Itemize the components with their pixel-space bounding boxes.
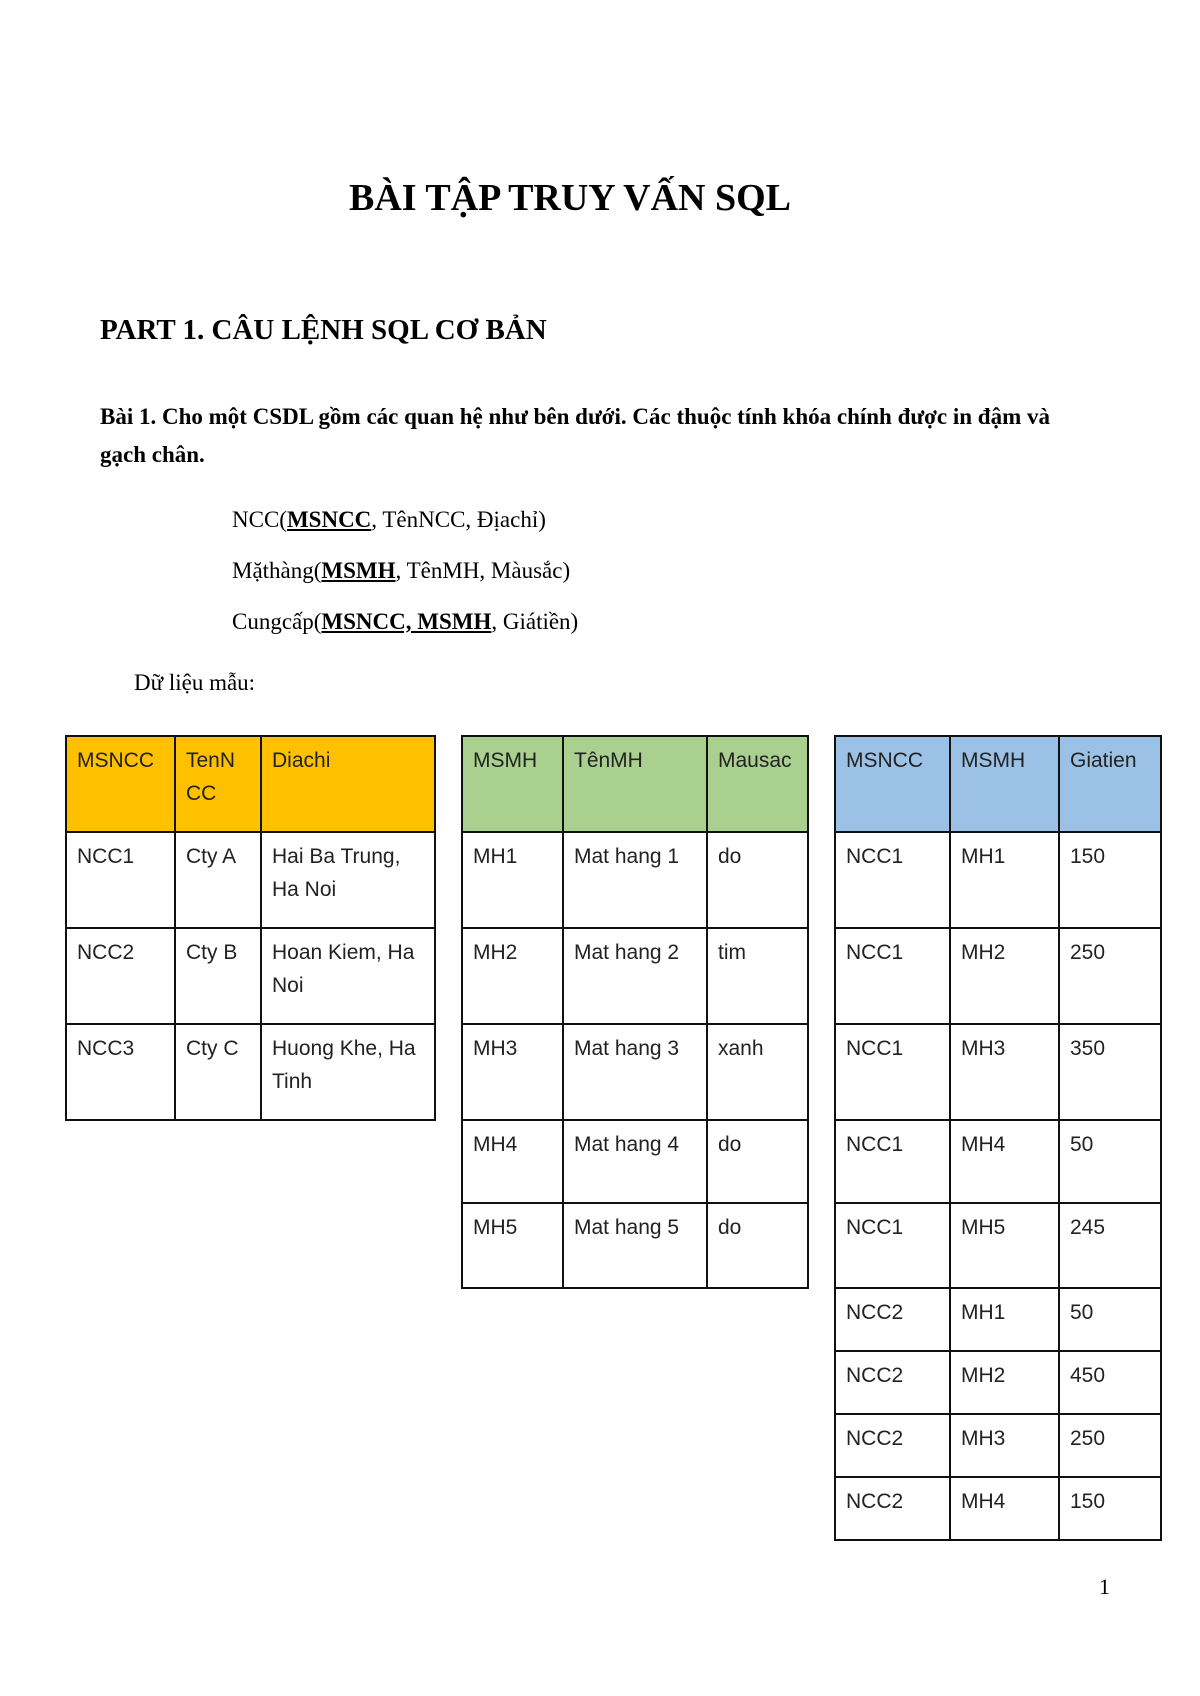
table-row (835, 1024, 1161, 1120)
table-cell: 245 (1059, 1203, 1161, 1288)
table-cell: do (707, 832, 808, 928)
table-cell: Hai Ba Trung, Ha Noi (261, 832, 435, 928)
table-header-row (835, 736, 1161, 832)
table-cell: NCC3 (66, 1024, 175, 1120)
exercise-text: Bài 1. Cho một CSDL gồm các quan hệ như bên dưới. Các thuộc tính khóa chính được in đậm và gạch chân. (100, 404, 1051, 467)
schema-mathang-name: Mặthàng( (232, 558, 322, 583)
table-cell: Mat hang 2 (563, 928, 707, 1024)
table-cell: Cty B (175, 928, 261, 1024)
table-cell: NCC2 (835, 1351, 950, 1414)
table-mathang (461, 735, 809, 1289)
table-cell: NCC1 (835, 832, 950, 928)
table-cell: Cty C (175, 1024, 261, 1120)
table-cell: MH2 (950, 928, 1059, 1024)
table-row (835, 1477, 1161, 1540)
table-cell: MH5 (462, 1203, 563, 1288)
table-cell: 250 (1059, 928, 1161, 1024)
table-cell: NCC1 (66, 832, 175, 928)
table-row (462, 928, 808, 1024)
table-cell: MH1 (462, 832, 563, 928)
header-cell: TênMH (563, 736, 707, 832)
table-row (835, 1203, 1161, 1288)
table-cell: NCC2 (835, 1288, 950, 1351)
table-cell: MH3 (462, 1024, 563, 1120)
header-cell: Mausac (707, 736, 808, 832)
table-cell: NCC1 (835, 1120, 950, 1203)
table-cell: 250 (1059, 1414, 1161, 1477)
table-cell: MH2 (950, 1351, 1059, 1414)
table-cungcap (834, 735, 1162, 1541)
schema-cungcap-key: MSNCC, MSMH (321, 609, 492, 634)
table-cell: 150 (1059, 832, 1161, 928)
table-cell: 50 (1059, 1120, 1161, 1203)
table-cell: Mat hang 1 (563, 832, 707, 928)
schema-cungcap (232, 609, 578, 635)
table-row (462, 832, 808, 928)
table-cell: MH4 (950, 1120, 1059, 1203)
header-cell: TenN CC (175, 736, 261, 832)
table-cell: do (707, 1120, 808, 1203)
table-row (66, 928, 435, 1024)
table-cell: 350 (1059, 1024, 1161, 1120)
table-cell: MH4 (462, 1120, 563, 1203)
table-cell: xanh (707, 1024, 808, 1120)
table-row (835, 1351, 1161, 1414)
table-row (835, 1120, 1161, 1203)
header-cell: MSNCC (66, 736, 175, 832)
table-cell: NCC1 (835, 928, 950, 1024)
table-row (835, 928, 1161, 1024)
table-cell: NCC1 (835, 1024, 950, 1120)
header-cell: MSNCC (835, 736, 950, 832)
table-cell: Mat hang 3 (563, 1024, 707, 1120)
table-row (462, 1024, 808, 1120)
table-cell: MH3 (950, 1024, 1059, 1120)
table-cell: MH2 (462, 928, 563, 1024)
table-cell: MH3 (950, 1414, 1059, 1477)
table-row (835, 1288, 1161, 1351)
table-row (462, 1203, 808, 1288)
table-row (835, 832, 1161, 928)
table-cell: tim (707, 928, 808, 1024)
table-cell: NCC2 (835, 1477, 950, 1540)
table-cell: MH4 (950, 1477, 1059, 1540)
schema-mathang (232, 558, 570, 584)
header-cell: Giatien (1059, 736, 1161, 832)
table-cell: Huong Khe, Ha Tinh (261, 1024, 435, 1120)
table-cell: 50 (1059, 1288, 1161, 1351)
table-row (835, 1414, 1161, 1477)
sample-data-label: Dữ liệu mẫu: (134, 670, 256, 695)
part-heading: PART 1. CÂU LỆNH SQL CƠ BẢN (100, 314, 547, 346)
table-row (66, 832, 435, 928)
schema-cungcap-name: Cungcấp( (232, 609, 322, 634)
table-cell: NCC1 (835, 1203, 950, 1288)
schema-ncc (232, 507, 546, 533)
schema-mathang-key: MSMH (321, 558, 396, 583)
table-row (462, 1120, 808, 1203)
schema-ncc-name: NCC( (232, 507, 287, 532)
table-header-row (66, 736, 435, 832)
header-cell: MSMH (462, 736, 563, 832)
table-header-row (462, 736, 808, 832)
table-cell: Mat hang 5 (563, 1203, 707, 1288)
table-cell: MH1 (950, 1288, 1059, 1351)
table-cell: Hoan Kiem, Ha Noi (261, 928, 435, 1024)
table-cell: Cty A (175, 832, 261, 928)
table-cell: MH1 (950, 832, 1059, 928)
table-cell: NCC2 (835, 1414, 950, 1477)
header-cell: MSMH (950, 736, 1059, 832)
table-cell: Mat hang 4 (563, 1120, 707, 1203)
table-ncc (65, 735, 436, 1121)
schema-mathang-rest: , TênMH, Màusắc) (395, 558, 571, 583)
table-cell: 450 (1059, 1351, 1161, 1414)
schema-cungcap-rest: , Giátiền) (491, 609, 579, 634)
table-cell: do (707, 1203, 808, 1288)
schema-ncc-rest: , TênNCC, Địachỉ) (371, 507, 546, 532)
table-cell: NCC2 (66, 928, 175, 1024)
table-cell: 150 (1059, 1477, 1161, 1540)
page-number: 1 (1099, 1574, 1110, 1599)
page-title: BÀI TẬP TRUY VẤN SQL (348, 177, 792, 219)
header-cell: Diachi (261, 736, 435, 832)
table-cell: MH5 (950, 1203, 1059, 1288)
schema-ncc-key: MSNCC (286, 507, 372, 532)
table-row (66, 1024, 435, 1120)
